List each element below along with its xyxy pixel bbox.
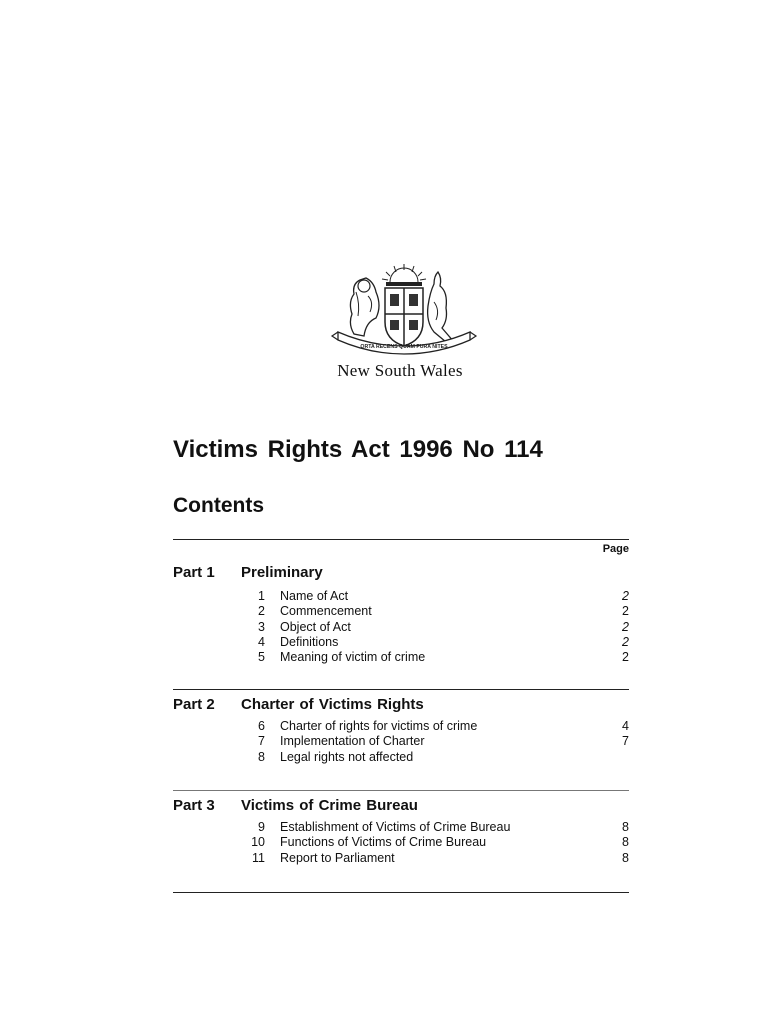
- section-number: 8: [258, 749, 265, 764]
- section-page: 8: [622, 835, 629, 850]
- toc-entry[interactable]: [173, 719, 629, 734]
- coat-of-arms: [330, 262, 478, 356]
- section-number: 3: [258, 619, 265, 634]
- section-number: 9: [258, 820, 265, 834]
- section-title: Implementation of Charter: [280, 734, 425, 749]
- toc-entry[interactable]: [173, 835, 629, 850]
- part-1: [173, 564, 629, 665]
- contents-top-rule: [173, 539, 629, 540]
- section-title: Functions of Victims of Crime Bureau: [280, 835, 487, 850]
- section-number: 4: [258, 634, 265, 649]
- section-page: 2: [622, 604, 629, 619]
- section-page: 4: [622, 719, 629, 733]
- toc-entry[interactable]: [173, 820, 629, 835]
- part-2: [173, 696, 629, 765]
- part-3-top-rule: [173, 790, 629, 791]
- toc-entry[interactable]: [173, 750, 629, 765]
- section-number: 2: [258, 604, 265, 619]
- section-page: 2: [622, 634, 629, 649]
- part-heading: [173, 797, 629, 819]
- part-title: Charter of Victims Rights: [241, 696, 424, 713]
- section-number: 7: [258, 734, 265, 749]
- part-number: Part 1: [173, 564, 215, 581]
- section-title: Commencement: [280, 604, 372, 619]
- section-title: Report to Parliament: [280, 850, 395, 865]
- part-title: Preliminary: [241, 564, 323, 581]
- section-number: 1: [258, 589, 265, 603]
- nsw-coat-of-arms-icon: [330, 262, 478, 356]
- section-page: 8: [622, 850, 629, 865]
- section-number: 5: [258, 650, 265, 665]
- part-heading: [173, 564, 629, 586]
- state-name: New South Wales: [337, 361, 463, 380]
- section-number: 11: [252, 850, 265, 865]
- section-page: 7: [622, 734, 629, 749]
- toc-entry[interactable]: [173, 635, 629, 650]
- part-3: [173, 797, 629, 866]
- contents-bottom-rule: [173, 892, 629, 893]
- section-title: Establishment of Victims of Crime Bureau: [280, 820, 511, 834]
- contents-heading: Contents: [173, 494, 264, 517]
- section-title: Object of Act: [280, 619, 351, 634]
- part-number: Part 3: [173, 797, 215, 814]
- section-title: Definitions: [280, 634, 339, 649]
- toc-entry[interactable]: [173, 604, 629, 619]
- toc-entry[interactable]: [173, 589, 629, 604]
- section-page: 2: [622, 619, 629, 634]
- section-page: 2: [622, 650, 629, 665]
- toc-entry[interactable]: [173, 620, 629, 635]
- toc-entry[interactable]: [173, 851, 629, 866]
- section-title: Legal rights not affected: [280, 749, 414, 764]
- section-title: Meaning of victim of crime: [280, 650, 426, 665]
- part-number: Part 2: [173, 696, 215, 713]
- part-2-top-rule: [173, 689, 629, 690]
- motto-text: ORTA RECENS QUAM PURA NITES: [360, 344, 448, 350]
- section-title: Name of Act: [280, 589, 349, 603]
- section-number: 10: [251, 835, 265, 850]
- section-page: 2: [622, 589, 629, 603]
- section-title: Charter of rights for victims of crime: [280, 719, 478, 733]
- section-number: 6: [258, 719, 265, 733]
- part-heading: [173, 696, 629, 718]
- part-title: Victims of Crime Bureau: [241, 797, 418, 814]
- section-page: 8: [622, 820, 629, 834]
- page-column-label: Page: [602, 543, 629, 555]
- act-title: Victims Rights Act 1996 No 114: [173, 436, 543, 463]
- toc-entry[interactable]: [173, 734, 629, 749]
- toc-entry[interactable]: [173, 650, 629, 665]
